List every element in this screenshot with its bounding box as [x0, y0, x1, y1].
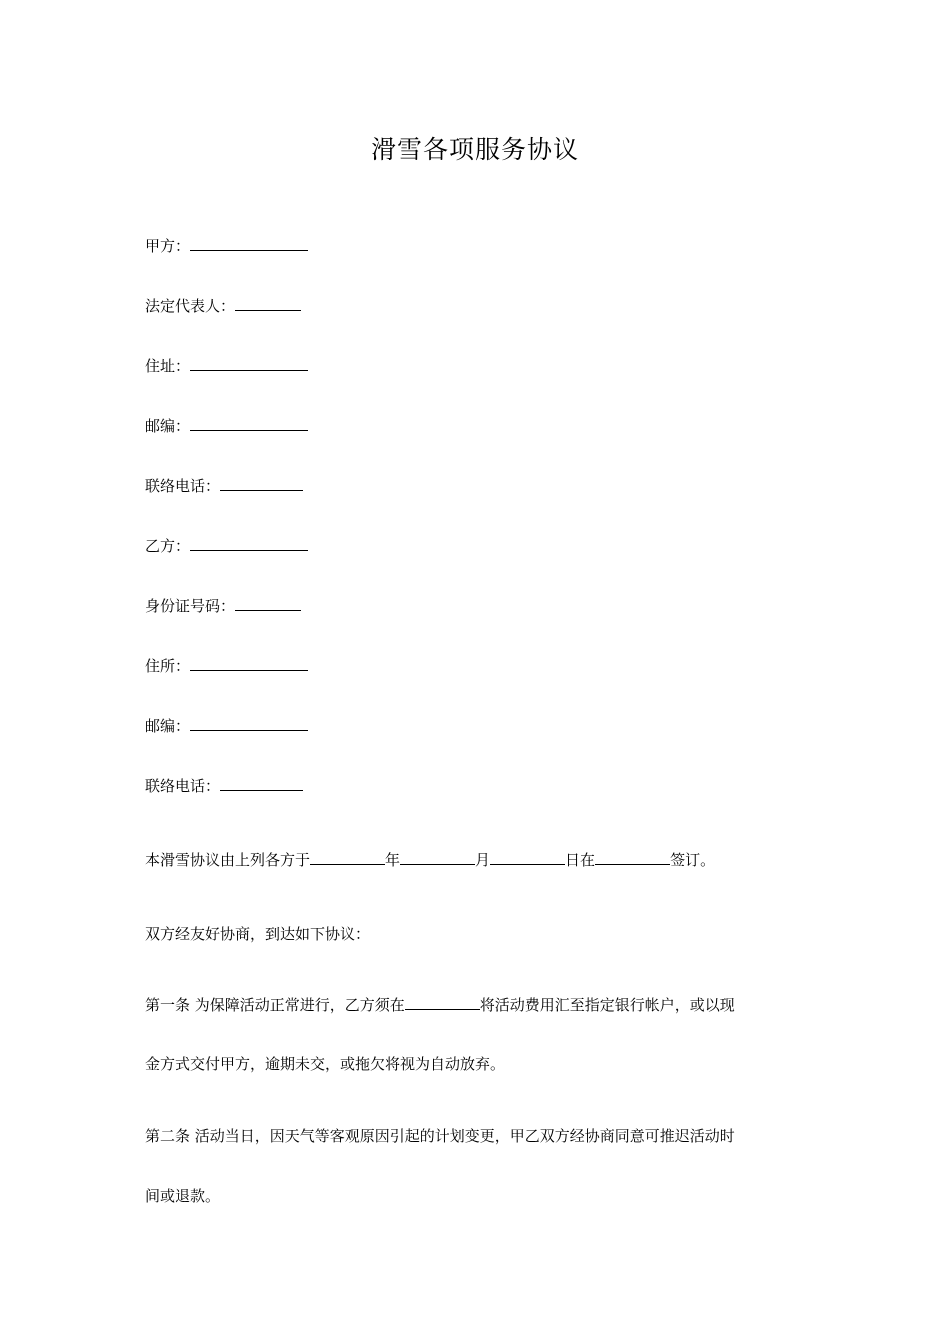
address-a-field	[145, 353, 308, 378]
fill-blank	[235, 593, 301, 611]
fill-blank	[190, 533, 308, 551]
field-label: 乙方：	[145, 537, 191, 555]
legal-representative-field	[145, 293, 301, 318]
field-label: 甲方：	[145, 237, 191, 255]
signing-paragraph	[145, 847, 715, 872]
signing-day: 日在	[565, 851, 596, 869]
residence-b-field	[145, 653, 308, 678]
field-label: 身份证号码：	[145, 597, 236, 615]
fill-blank	[190, 713, 308, 731]
fill-blank	[595, 847, 670, 865]
fill-blank	[190, 653, 308, 671]
field-label: 邮编：	[145, 417, 191, 435]
field-label: 住址：	[145, 357, 191, 375]
postcode-b-field	[145, 713, 308, 738]
signing-suffix: 签订。	[670, 851, 716, 869]
phone-a-field	[145, 473, 303, 498]
postcode-a-field	[145, 413, 308, 438]
fill-blank	[490, 847, 565, 865]
fill-blank	[405, 992, 480, 1010]
phone-b-field	[145, 773, 303, 798]
signing-year: 年	[385, 851, 401, 869]
fill-blank	[220, 473, 303, 491]
field-label: 住所：	[145, 657, 191, 675]
field-label: 联络电话：	[145, 477, 221, 495]
article-2-line-1: 第二条 活动当日，因天气等客观原因引起的计划变更，甲乙双方经协商同意可推迟活动时	[145, 1127, 735, 1145]
article-1-line-1	[145, 992, 735, 1017]
field-label: 联络电话：	[145, 777, 221, 795]
article-2-line-2: 间或退款。	[145, 1187, 221, 1205]
fill-blank	[235, 293, 301, 311]
field-label: 邮编：	[145, 717, 191, 735]
article-1-part-2: 将活动费用汇至指定银行帐户，或以现	[479, 996, 735, 1014]
fill-blank	[400, 847, 475, 865]
party-b-field	[145, 533, 308, 558]
party-a-field	[145, 233, 308, 258]
fill-blank	[190, 413, 308, 431]
intro-paragraph: 双方经友好协商，到达如下协议：	[145, 925, 371, 943]
fill-blank	[190, 353, 308, 371]
article-1-part-1: 第一条 为保障活动正常进行，乙方须在	[145, 996, 405, 1014]
document-title: 滑雪各项服务协议	[370, 135, 579, 164]
fill-blank	[310, 847, 385, 865]
id-number-field	[145, 593, 301, 618]
fill-blank	[190, 233, 308, 251]
article-1-line-2: 金方式交付甲方，逾期未交，或拖欠将视为自动放弃。	[145, 1055, 506, 1073]
signing-month: 月	[475, 851, 491, 869]
field-label: 法定代表人：	[145, 297, 236, 315]
signing-prefix: 本滑雪协议由上列各方于	[145, 851, 311, 869]
fill-blank	[220, 773, 303, 791]
